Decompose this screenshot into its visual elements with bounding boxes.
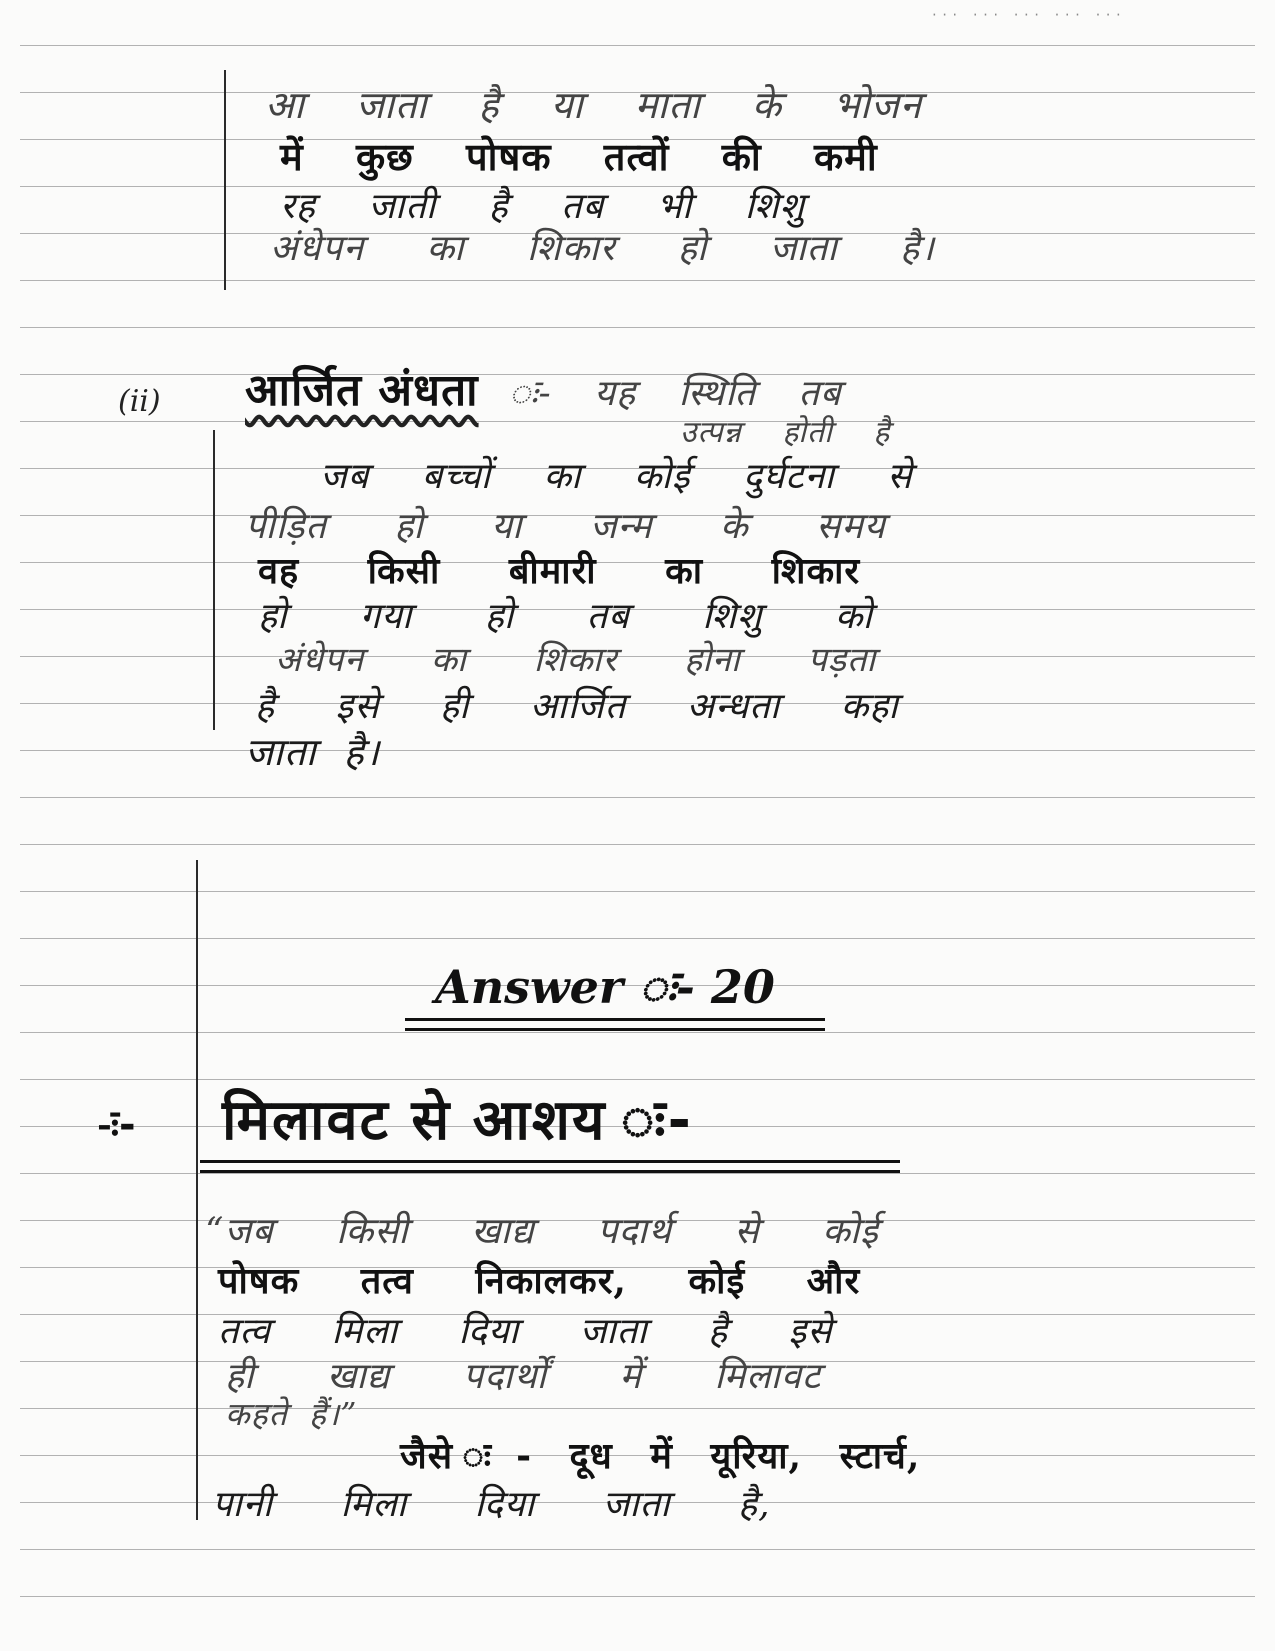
s2-line-3: पीड़ित हो या जन्म के समय: [245, 506, 886, 547]
s3-line-1: “जब किसी खाद्य पदार्थ से कोई: [205, 1211, 879, 1252]
ruled-line: [20, 1408, 1255, 1409]
s2-line-6: अंधेपन का शिकार होना पड़ता: [275, 640, 877, 680]
ruled-line: [20, 1549, 1255, 1550]
s2-line-1: उत्पन्न होती है: [680, 415, 891, 450]
s2-line-7: है इसे ही आर्जित अन्धता कहा: [255, 686, 899, 727]
margin-line-upper: [224, 70, 226, 290]
s2-heading-term: आर्जित अंधता: [245, 365, 479, 416]
ruled-line: [20, 844, 1255, 845]
s1-line-2: में कुछ पोषक तत्वों की कमी: [280, 134, 878, 179]
ruled-line: [20, 750, 1255, 751]
s3-line-6: जैसे ः- दूध में यूरिया, स्टार्च,: [400, 1435, 921, 1477]
s3-underline-2: [200, 1170, 900, 1173]
s2-heading: [245, 358, 842, 418]
s3-marker: -ः-: [98, 1102, 136, 1148]
ruled-line: [20, 1173, 1255, 1174]
ruled-line: [20, 1032, 1255, 1033]
s2-marker: (ii): [118, 384, 161, 419]
s3-heading: मिलावट से आशय ः-: [222, 1088, 693, 1153]
answer-underline-1: [405, 1018, 825, 1021]
ruled-line: [20, 280, 1255, 281]
ruled-line: [20, 797, 1255, 798]
s3-line-3: तत्व मिला दिया जाता है इसे: [218, 1311, 833, 1352]
s2-line-5: हो गया हो तब शिशु को: [258, 596, 873, 637]
s2-heading-suffix: ः- यह स्थिति तब: [508, 373, 842, 414]
ruled-line: [20, 891, 1255, 892]
ruled-line: [20, 1596, 1255, 1597]
s1-line-3: रह जाती है तब भी शिशु: [280, 186, 806, 227]
s3-line-2: पोषक तत्व निकालकर, कोई और: [218, 1260, 861, 1302]
s2-line-8: जाता है।: [245, 730, 381, 774]
s1-line-1: आ जाता है या माता के भोजन: [265, 83, 923, 127]
scan-artifact-dots: ··· ··· ··· ··· ···: [930, 8, 1125, 22]
s1-line-4: अंधेपन का शिकार हो जाता है।: [270, 228, 935, 269]
ruled-line: [20, 938, 1255, 939]
s2-line-2: जब बच्चों का कोई दुर्घटना से: [320, 456, 913, 497]
s3-line-5: कहते हैं।”: [225, 1395, 358, 1433]
ruled-line: [20, 327, 1255, 328]
s3-line-7: पानी मिला दिया जाता है,: [212, 1484, 771, 1525]
s3-line-4: ही खाद्य पदार्थों में मिलावट: [225, 1356, 822, 1397]
margin-line-lower: [196, 860, 198, 1520]
margin-line-middle: [213, 430, 215, 730]
ruled-line: [20, 45, 1255, 46]
answer-underline-2: [405, 1028, 825, 1031]
s3-underline-1: [200, 1160, 900, 1163]
ruled-line: [20, 421, 1255, 422]
s2-line-4: वह किसी बीमारी का शिकार: [258, 550, 861, 592]
answer-heading: Answer ः- 20: [435, 960, 775, 1014]
